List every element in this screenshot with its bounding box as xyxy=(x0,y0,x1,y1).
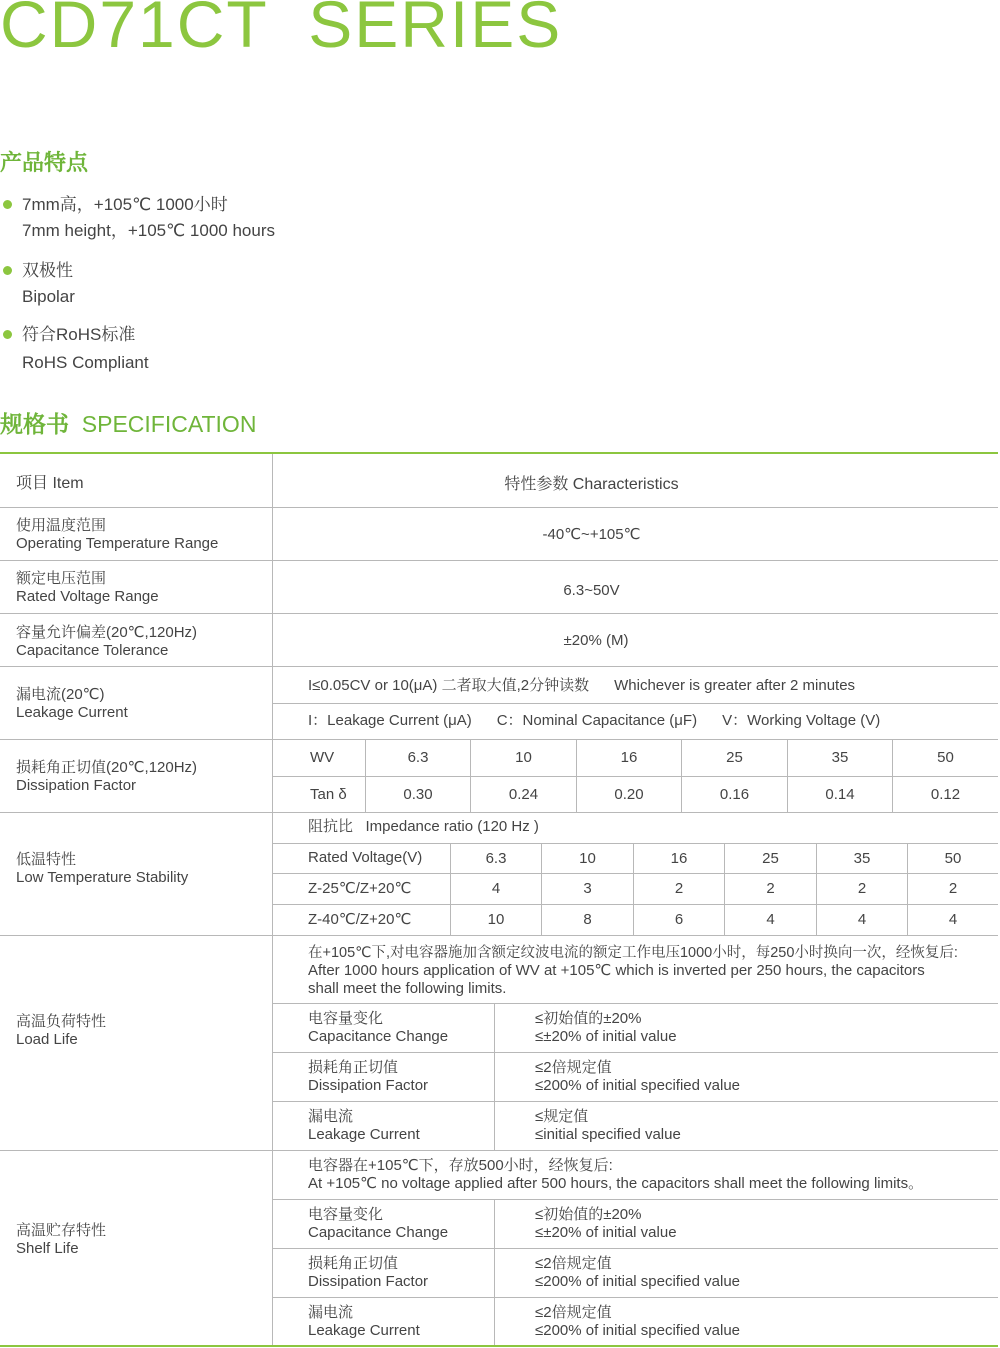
z25-cell: 2 xyxy=(857,880,867,897)
row-label-en: Dissipation Factor xyxy=(16,777,137,794)
spec-heading-en: SPECIFICATION xyxy=(81,411,257,437)
bullet-icon xyxy=(3,200,12,209)
rv-cell: 50 xyxy=(944,850,962,867)
z40-cell: 8 xyxy=(583,911,592,928)
loadlife-limit-en: ≤initial specified value xyxy=(535,1126,681,1143)
loadlife-param-en: Leakage Current xyxy=(308,1126,420,1143)
row-label-zh: 使用温度范围 xyxy=(16,517,107,534)
tolerance-value: ±20% (M) xyxy=(563,632,629,649)
row-label-en: Operating Temperature Range xyxy=(16,535,219,552)
z25-label: Z-25℃/Z+20℃ xyxy=(308,880,412,897)
shelflife-param-en: Capacitance Change xyxy=(308,1224,449,1241)
loadlife-limit-en: ≤200% of initial specified value xyxy=(535,1077,741,1094)
row-label-zh: 漏电流(20℃) xyxy=(16,686,105,703)
row-label-en: Rated Voltage Range xyxy=(16,588,159,605)
z25-cell: 2 xyxy=(674,880,684,897)
z40-cell: 4 xyxy=(857,911,867,928)
shelflife-param-zh: 损耗角正切值 xyxy=(308,1255,399,1272)
df-tan-cell: 0.14 xyxy=(825,786,855,803)
shelflife-intro-zh: 电容器在+105℃下，存放500小时，经恢复后: xyxy=(308,1157,613,1174)
rv-cell: 25 xyxy=(762,850,779,867)
z40-cell: 6 xyxy=(674,911,684,928)
loadlife-intro-en: After 1000 hours application of WV at +105℃ which is inverted per 250 hours, the capacitors xyxy=(308,962,925,979)
temp-value: -40℃~+105℃ xyxy=(542,526,641,543)
row-label-en: Capacitance Tolerance xyxy=(16,642,169,659)
z40-label: Z-40℃/Z+20℃ xyxy=(308,911,412,928)
z25-cell: 3 xyxy=(583,880,592,897)
leakage-legend: I：Leakage Current (μA) C：Nominal Capacitance (μF) V：Working Voltage (V) xyxy=(308,712,881,729)
df-wv-cell: 25 xyxy=(726,749,743,766)
df-tan-cell: 0.20 xyxy=(614,786,644,803)
rv-cell: 35 xyxy=(853,850,871,867)
loadlife-intro-zh: 在+105℃下,对电容器施加含额定纹波电流的额定工作电压1000小时，每250小时换向一次，经恢复后: xyxy=(308,945,958,961)
df-tan-cell: 0.16 xyxy=(719,786,750,803)
shelflife-intro-en: At +105℃ no voltage applied after 500 hours, the capacitors shall meet the following limits。 xyxy=(308,1175,924,1192)
row-label-zh: 容量允许偏差(20℃,120Hz) xyxy=(16,624,198,641)
df-tan-label: Tan δ xyxy=(310,786,347,803)
shelflife-param-en: Leakage Current xyxy=(308,1322,420,1339)
table-top-border xyxy=(0,452,998,454)
spec-heading xyxy=(0,406,256,439)
spec-heading-zh: 规格书 xyxy=(0,411,69,437)
loadlife-param-zh: 电容量变化 xyxy=(308,1010,384,1027)
z25-cell: 2 xyxy=(766,880,775,897)
feature-zh: 7mm高，+105℃ 1000小时 xyxy=(22,195,228,214)
row-label-zh: 损耗角正切值(20℃,120Hz) xyxy=(16,759,198,776)
header-characteristics: 特性参数 Characteristics xyxy=(504,476,679,493)
loadlife-param-zh: 漏电流 xyxy=(308,1108,354,1125)
row-label-en: Load Life xyxy=(16,1031,78,1048)
shelflife-limit-en: ≤±20% of initial value xyxy=(535,1224,677,1241)
table-bottom-border xyxy=(0,1345,998,1347)
z40-cell: 4 xyxy=(948,911,958,928)
row-label-en: Leakage Current xyxy=(16,704,128,721)
loadlife-intro-en: shall meet the following limits. xyxy=(308,980,507,997)
row-label-zh: 高温负荷特性 xyxy=(16,1013,107,1030)
loadlife-limit-zh: ≤2倍规定值 xyxy=(535,1059,612,1076)
feature-en: 7mm height，+105℃ 1000 hours xyxy=(22,221,275,240)
row-label-en: Shelf Life xyxy=(16,1240,79,1257)
shelflife-limit-en: ≤200% of initial specified value xyxy=(535,1273,741,1290)
shelflife-param-zh: 电容量变化 xyxy=(308,1206,384,1223)
rv-cell: 16 xyxy=(670,850,688,867)
leakage-formula: I≤0.05CV or 10(μA) 二者取大值,2分钟读数 Whichever is greater after 2 minutes xyxy=(308,677,856,694)
header-item: 项目 Item xyxy=(16,475,84,492)
df-wv-cell: 16 xyxy=(620,749,638,766)
df-wv-cell: 6.3 xyxy=(407,749,429,766)
loadlife-param-zh: 损耗角正切值 xyxy=(308,1059,399,1076)
loadlife-limit-zh: ≤规定值 xyxy=(535,1108,589,1125)
df-tan-cell: 0.24 xyxy=(508,786,539,803)
loadlife-param-en: Dissipation Factor xyxy=(308,1077,429,1094)
series-title: CD71CT SERIES xyxy=(0,0,563,61)
impedance-ratio-title: 阻抗比 Impedance ratio (120 Hz ) xyxy=(308,818,539,835)
df-tan-cell: 0.12 xyxy=(930,786,961,803)
shelflife-param-zh: 漏电流 xyxy=(308,1304,354,1321)
z40-cell: 10 xyxy=(487,911,505,928)
row-label-en: Low Temperature Stability xyxy=(16,869,189,886)
df-wv-cell: 10 xyxy=(515,749,532,766)
feature-zh: 符合RoHS标准 xyxy=(22,325,136,344)
row-label-zh: 高温贮存特性 xyxy=(16,1222,107,1239)
rv-cell: 10 xyxy=(579,850,596,867)
loadlife-param-en: Capacitance Change xyxy=(308,1028,449,1045)
shelflife-limit-zh: ≤初始值的±20% xyxy=(535,1206,642,1223)
bullet-icon xyxy=(3,330,12,339)
voltage-value: 6.3~50V xyxy=(563,582,620,599)
df-wv-cell: 50 xyxy=(937,749,954,766)
row-label-zh: 额定电压范围 xyxy=(16,570,107,587)
rv-cell: 6.3 xyxy=(485,850,507,867)
bullet-icon xyxy=(3,266,12,275)
df-tan-cell: 0.30 xyxy=(403,786,433,803)
features-heading: 产品特点 xyxy=(0,150,89,175)
loadlife-limit-en: ≤±20% of initial value xyxy=(535,1028,677,1045)
rated-voltage-label: Rated Voltage(V) xyxy=(308,849,423,866)
z40-cell: 4 xyxy=(766,911,775,928)
z25-cell: 2 xyxy=(948,880,958,897)
feature-en: Bipolar xyxy=(22,287,75,306)
feature-zh: 双极性 xyxy=(22,261,73,280)
shelflife-param-en: Dissipation Factor xyxy=(308,1273,429,1290)
z25-cell: 4 xyxy=(491,880,501,897)
row-label-zh: 低温特性 xyxy=(16,851,77,868)
feature-en: RoHS Compliant xyxy=(22,353,149,372)
shelflife-limit-zh: ≤2倍规定值 xyxy=(535,1304,612,1321)
shelflife-limit-zh: ≤2倍规定值 xyxy=(535,1255,612,1272)
loadlife-limit-zh: ≤初始值的±20% xyxy=(535,1010,642,1027)
shelflife-limit-en: ≤200% of initial specified value xyxy=(535,1322,741,1339)
df-wv-label: WV xyxy=(310,749,335,766)
df-wv-cell: 35 xyxy=(831,749,849,766)
